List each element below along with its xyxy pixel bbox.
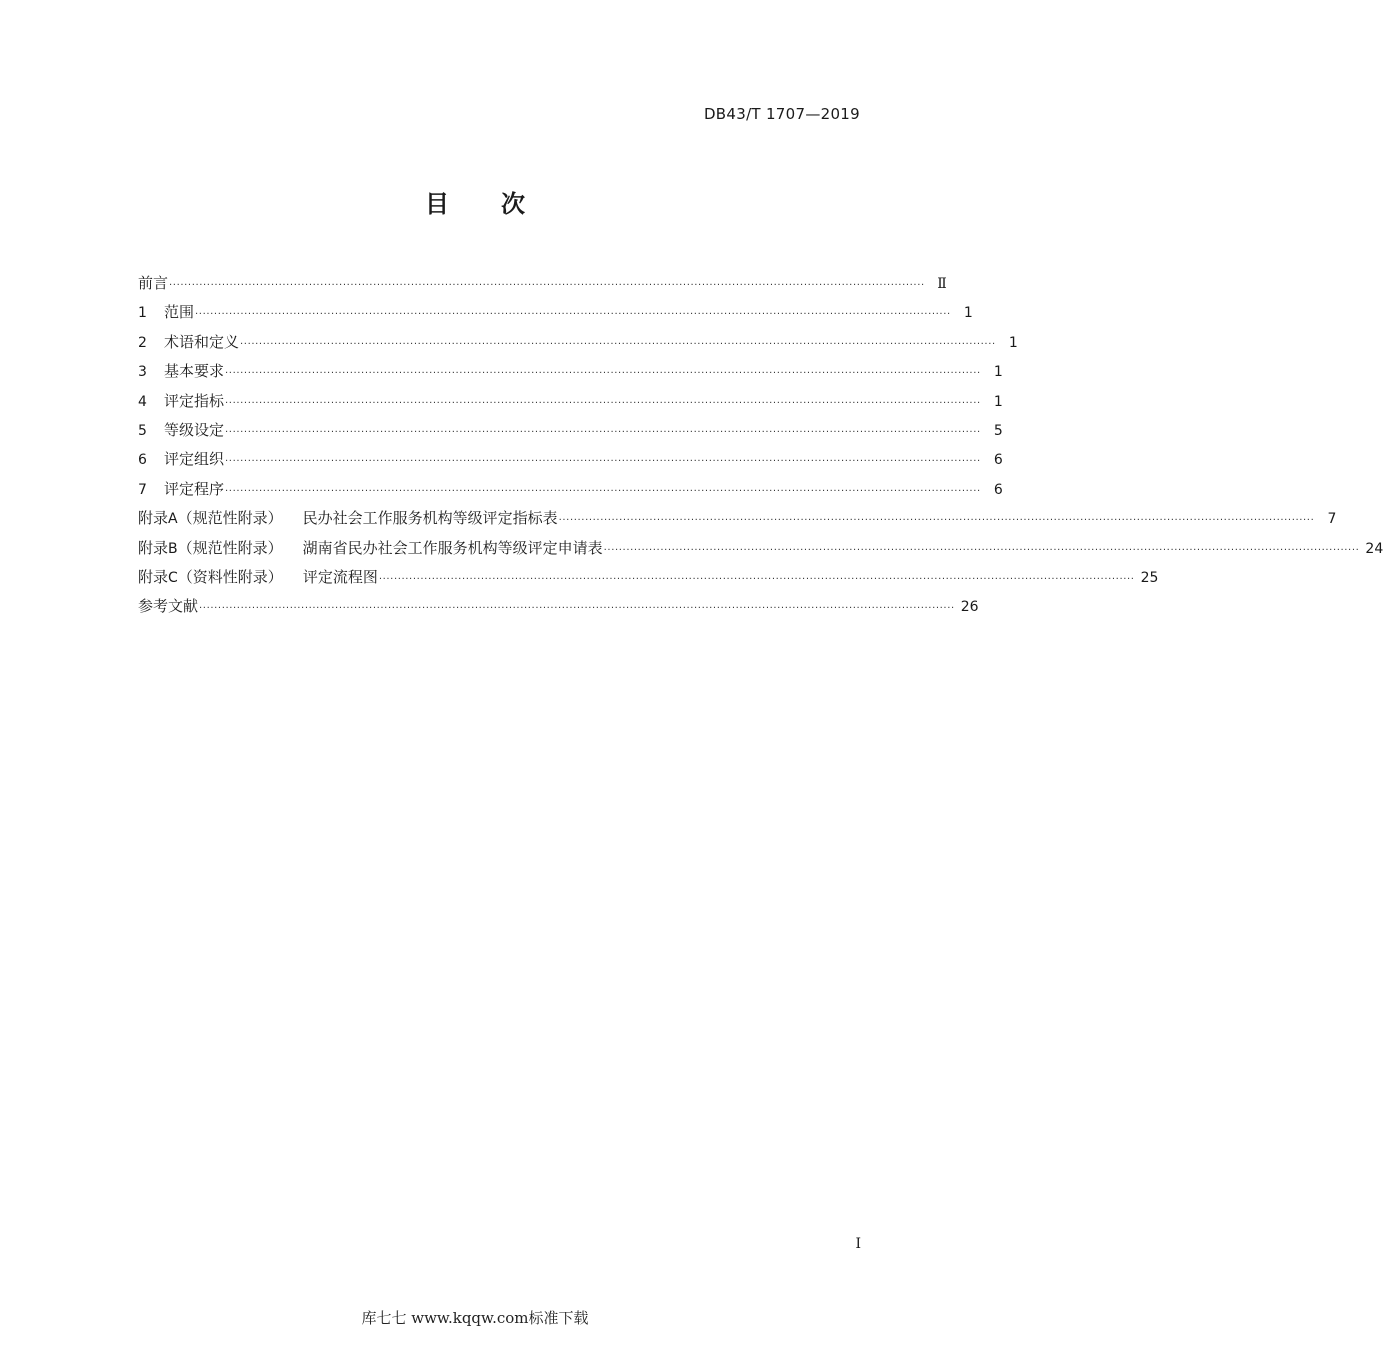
toc-leader-dots: ········································································································································································································ (558, 515, 1315, 527)
appendix-prefix: 附录 (138, 567, 169, 586)
title-char-2: 次 (501, 190, 525, 218)
toc-entry-appendix-b[interactable] (138, 534, 1383, 563)
toc-leader-dots: ········································································································································································································ (225, 368, 981, 380)
toc-entry-page: 5 (993, 422, 1003, 439)
toc-leader-dots: ········································································································································································································ (225, 426, 981, 438)
toc-entry-page: 1 (993, 393, 1003, 410)
toc-entry-appendix-c[interactable] (138, 563, 1159, 592)
toc-entry-appendix-a[interactable] (138, 504, 1337, 533)
document-code: DB43/T 1707—2019 (703, 105, 860, 123)
toc-entry-label: 前言 (138, 274, 169, 292)
toc-entry-page: 1 (963, 305, 973, 322)
toc-entry-procedure[interactable] (138, 475, 1003, 504)
toc-leader-dots: ········································································································································································································ (225, 397, 981, 409)
toc-leader-dots: ········································································································································································································ (199, 603, 955, 615)
appendix-type: （规范性附录） (177, 509, 283, 528)
toc-entry-basic-requirements[interactable] (138, 357, 1003, 386)
toc-leader-dots: ········································································································································································································ (225, 485, 981, 497)
toc-entry-page: 25 (1140, 569, 1159, 586)
appendix-letter: C (168, 569, 178, 586)
toc-entry-label: 术语和定义 (164, 332, 240, 351)
toc-leader-dots: ········································································································································································································ (378, 573, 1135, 585)
toc-entry-page: 6 (993, 481, 1003, 498)
toc-leader-dots: ········································································································································································································ (603, 544, 1360, 556)
toc-leader-dots: ········································································································································································································ (169, 280, 925, 291)
appendix-type: （规范性附录） (177, 538, 283, 557)
toc-entry-number: 7 (138, 481, 147, 498)
toc-entry-page: 7 (1327, 511, 1337, 528)
toc-entry-number: 5 (138, 422, 147, 439)
toc-entry-references[interactable] (138, 592, 979, 621)
toc-entry-foreword[interactable] (138, 269, 947, 298)
toc-entry-label (138, 504, 558, 534)
toc-entry-page: 24 (1365, 540, 1383, 557)
toc-entry-terms[interactable] (138, 328, 1018, 357)
toc-entry-page: 6 (993, 452, 1003, 469)
toc-entry-number: 1 (138, 305, 147, 322)
toc-leader-dots: ········································································································································································································ (195, 309, 951, 321)
table-of-contents (138, 269, 1383, 622)
toc-entry-organization[interactable] (138, 445, 1003, 474)
title-char-1: 目 (425, 190, 449, 218)
toc-entry-page: 1 (993, 364, 1003, 381)
toc-entry-number: 4 (138, 393, 147, 410)
appendix-prefix: 附录 (138, 538, 169, 557)
toc-entry-label: 基本要求 (164, 362, 225, 381)
toc-entry-label: 等级设定 (164, 420, 225, 439)
toc-leader-dots: ········································································································································································································ (240, 338, 996, 350)
toc-entry-label: 参考文献 (138, 597, 199, 616)
toc-entry-grade-setting[interactable] (138, 416, 1003, 445)
toc-entry-page: 26 (960, 599, 979, 616)
toc-entry-scope[interactable] (138, 298, 973, 327)
appendix-letter: A (168, 511, 178, 528)
toc-entry-label: 范围 (164, 303, 195, 322)
toc-entry-number: 2 (138, 334, 147, 351)
toc-entry-label: 评定组织 (164, 450, 225, 469)
appendix-title: 评定流程图 (302, 567, 378, 586)
toc-entry-label: 评定指标 (164, 391, 225, 410)
toc-leader-dots: ········································································································································································································ (225, 456, 981, 468)
appendix-title: 民办社会工作服务机构等级评定指标表 (302, 509, 558, 528)
toc-entry-number: 6 (138, 452, 147, 469)
page-title (0, 188, 950, 220)
toc-entry-number: 3 (138, 364, 147, 381)
toc-entry-label (138, 563, 378, 593)
appendix-type: （资料性附录） (177, 567, 283, 586)
appendix-title: 湖南省民办社会工作服务机构等级评定申请表 (302, 538, 603, 557)
appendix-letter: B (168, 540, 178, 557)
toc-entry-page: Ⅱ (937, 276, 947, 292)
page-number: I (855, 1236, 861, 1252)
toc-entry-page: 1 (1008, 334, 1018, 351)
appendix-prefix: 附录 (138, 509, 169, 528)
toc-entry-label (138, 534, 603, 564)
toc-entry-label: 评定程序 (164, 479, 225, 498)
footer-watermark-text: 库七七 www.kqqw.com标准下载 (361, 1309, 589, 1327)
toc-entry-indicators[interactable] (138, 387, 1003, 416)
